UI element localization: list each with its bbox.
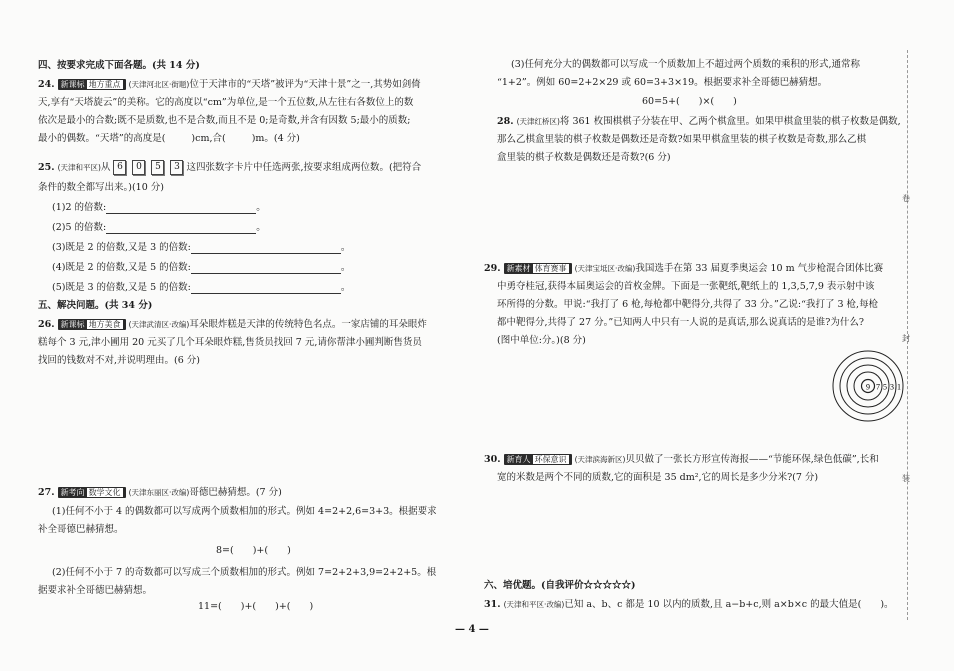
q26-tag: 新课标 地方美食 [58, 319, 126, 330]
q27-source: (天津东丽区·改编) [128, 488, 190, 497]
page-number: — 4 — [455, 624, 489, 635]
q27-eq1: 8=( )+( ) [216, 545, 291, 556]
target-label-9: 9 [866, 382, 870, 392]
q29-number: 29. [484, 263, 501, 274]
margin-char: 装 [902, 474, 910, 483]
q29-line3: 环所得的分数。甲说:“我打了 6 枪,每枪都中靶得分,共得了 33 分。”乙说:“我打了 3 枪,每枪 [497, 299, 879, 310]
q29-source: (天津宝坻区·改编) [574, 264, 636, 273]
q25-line1: 25. (天津和平区)从 6 0 5 3 这四张数字卡片中任选两张,按要求组成两位数。(把符合 [38, 162, 422, 173]
answer-blank[interactable] [191, 283, 341, 294]
q25-item1: (1)2 的倍数: 。 [52, 202, 266, 213]
q27-p3a: (3)任何充分大的偶数都可以写成一个质数加上不超过两个质数的乘积的形式,通常称 [511, 59, 860, 70]
q30-line1: 30. 新育人 环保意识 (天津滨海新区)贝贝做了一张长方形宣传海报——“节能环保,绿色低碳”,长和 [484, 454, 879, 465]
q26-line3: 找回的钱数对不对,并说明理由。(6 分) [38, 355, 200, 366]
q25-number: 25. [38, 162, 55, 173]
q24-tag: 新课标 地方重点 [58, 79, 126, 90]
section5-title: 五、解决问题。(共 34 分) [38, 300, 153, 311]
target-label-7: 7 [876, 382, 880, 392]
q29-tag: 新素材 体育赛事 [504, 263, 572, 274]
q25-line2: 条件的数全都写出来。)(10 分) [38, 182, 164, 193]
q25-item4: (4)既是 2 的倍数,又是 5 的倍数: 。 [52, 262, 351, 273]
answer-blank[interactable] [191, 263, 341, 274]
q28-line2: 那么乙棋盒里装的棋子枚数是偶数还是奇数?如果甲棋盒里装的棋子枚数是奇数,那么乙棋 [497, 134, 867, 145]
q30-number: 30. [484, 454, 501, 465]
q24-text1: 位于天津市的“天塔”被评为“天津十景”之一,其势如剑倚 [189, 79, 421, 90]
section4-title: 四、按要求完成下面各题。(共 14 分) [38, 60, 200, 71]
q26-line2: 糕每个 3 元,津小圃用 20 元买了几个耳朵眼炸糕,售货员找回 7 元,请你帮津小圃判断售货员 [38, 337, 422, 348]
q25-item5: (5)既是 3 的倍数,又是 5 的倍数: 。 [52, 282, 351, 293]
digit-card: 0 [132, 160, 145, 175]
digit-card: 3 [170, 160, 183, 175]
target-rings [832, 350, 904, 422]
q27-number: 27. [38, 487, 55, 498]
q27-eq2: 11=( )+( )+( ) [198, 601, 314, 612]
q28-source: (天津红桥区) [516, 117, 560, 126]
q31-source: (天津和平区·改编) [503, 600, 565, 609]
margin-char: 卷 [902, 194, 910, 203]
target-label-3: 3 [890, 382, 894, 392]
q27-p3b: “1+2”。例如 60=2+2×29 或 60=3+3×19。根据要求补全哥德巴赫猜想。 [497, 77, 828, 88]
q29-line2: 中勇夺桂冠,获得本届奥运会的首枚金牌。下面是一张靶纸,靶纸上的 1,3,5,7,9 表示射中该 [497, 281, 875, 292]
q29-line4: 都中靶得分,共得了 27 分。”已知两人中只有一人说的是真话,那么说真话的是谁?为什么? [497, 317, 864, 328]
q28-number: 28. [497, 116, 514, 127]
q27-p1a: (1)任何不小于 4 的偶数都可以写成两个质数相加的形式。例如 4=2+2,6=3+3。根据要求 [52, 506, 437, 517]
q24-line4: 最小的偶数。“天塔”的高度是( )cm,合( )m。(4 分) [38, 133, 300, 144]
q31-line1: 31. (天津和平区·改编)已知 a、b、c 都是 10 以内的质数,且 a−b+c,则 a×b×c 的最大值是( )。 [484, 599, 894, 610]
shooting-target-diagram [832, 350, 904, 425]
q25-item2: (2)5 的倍数: 。 [52, 222, 266, 233]
q24-number: 24. [38, 79, 55, 90]
answer-blank[interactable] [191, 243, 341, 254]
q24-source: (天津河北区·街题) [128, 80, 190, 89]
answer-blank[interactable] [106, 203, 256, 214]
q27-tag: 新考向 数学文化 [58, 487, 126, 498]
q31-number: 31. [484, 599, 501, 610]
q27-p1b: 补全哥德巴赫猜想。 [38, 524, 124, 535]
q26-line1: 26. 新课标 地方美食 (天津武清区·改编)耳朵眼炸糕是天津的传统特色名点。一家店铺的耳朵眼炸 [38, 319, 427, 330]
q27-p2a: (2)任何不小于 7 的奇数都可以写成三个质数相加的形式。例如 7=2+2+3,9=2+2+5。根 [52, 567, 437, 578]
q29-line1: 29. 新素材 体育赛事 (天津宝坻区·改编)我国选手在第 33 届夏季奥运会 10 m 气步枪混合团体比赛 [484, 263, 884, 274]
q28-line3: 盒里装的棋子枚数是偶数还是奇数?(6 分) [497, 152, 671, 163]
q24-line3: 依次是最小的合数;既不是质数,也不是合数,而且不是 0;是奇数,并含有因数 5;最小的质数; [38, 115, 411, 126]
q25-item3: (3)既是 2 的倍数,又是 3 的倍数: 。 [52, 242, 351, 253]
q25-source: (天津和平区) [57, 163, 101, 172]
answer-blank[interactable] [106, 223, 256, 234]
target-label-5: 5 [883, 382, 887, 392]
q26-number: 26. [38, 319, 55, 330]
q26-source: (天津武清区·改编) [128, 320, 190, 329]
q27-p2b: 据要求补全哥德巴赫猜想。 [38, 585, 153, 596]
digit-card: 6 [113, 160, 126, 175]
margin-char: 封 [902, 334, 910, 343]
section6-title: 六、培优题。(自我评价☆☆☆☆☆) [484, 580, 636, 591]
digit-card: 5 [151, 160, 164, 175]
q24-line1 [38, 79, 421, 91]
target-label-1: 1 [897, 382, 901, 392]
q30-line2: 宽的米数是两个不同的质数,它的面积是 35 dm²,它的周长是多少分米?(7 分) [497, 472, 819, 483]
q29-line5: (图中单位:分。)(8 分) [497, 335, 586, 346]
q24-line2: 天,享有“天塔旋云”的美称。它的高度以“cm”为单位,是一个五位数,从左往右各数位上的数 [38, 97, 414, 108]
q27-line1: 27. 新考向 数学文化 (天津东丽区·改编)哥德巴赫猜想。(7 分) [38, 487, 282, 498]
q30-tag: 新育人 环保意识 [504, 454, 572, 465]
q30-source: (天津滨海新区) [574, 455, 626, 464]
q28-line1: 28. (天津红桥区)将 361 枚围棋棋子分装在甲、乙两个棋盒里。如果甲棋盒里装的棋子枚数是偶数, [497, 116, 901, 127]
q27-eq3: 60=5+( )×( ) [642, 96, 737, 107]
